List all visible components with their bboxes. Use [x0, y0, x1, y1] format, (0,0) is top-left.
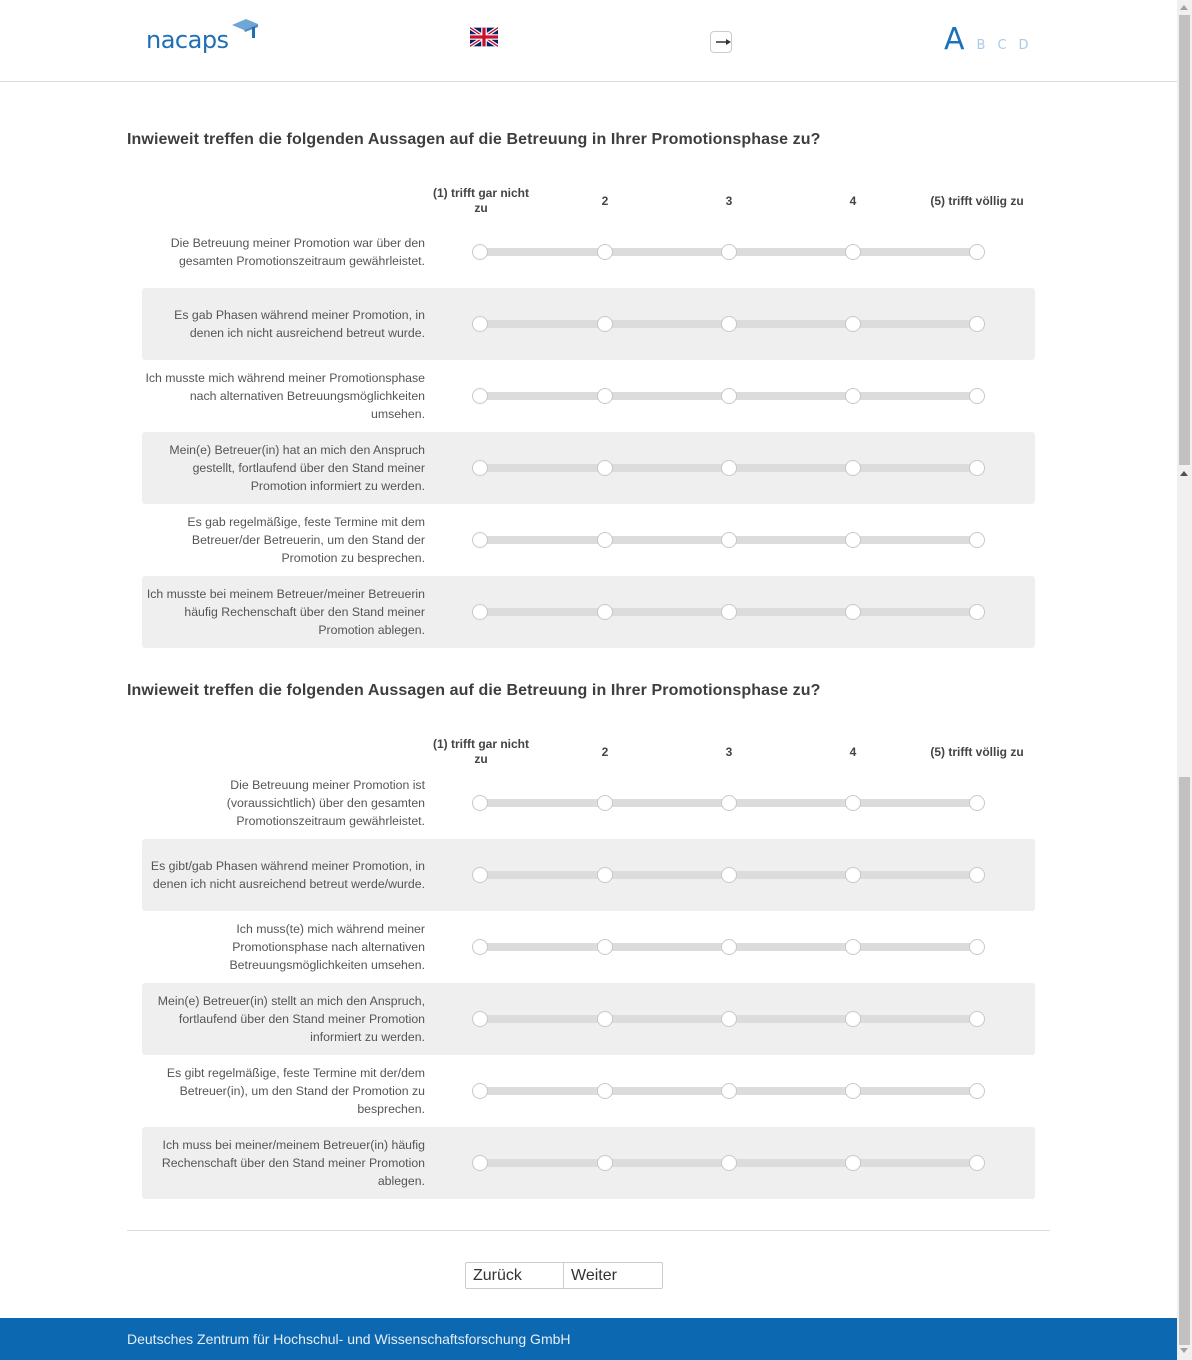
radio-option-1[interactable]: [472, 532, 488, 548]
radio-option-3[interactable]: [721, 939, 737, 955]
radio-option-2[interactable]: [597, 316, 613, 332]
radio-option-5[interactable]: [969, 795, 985, 811]
radio-option-1[interactable]: [472, 244, 488, 260]
matrix-row: [142, 216, 1035, 288]
graduation-cap-icon: [230, 18, 260, 40]
radio-option-5[interactable]: [969, 388, 985, 404]
scale-label-3: 3: [725, 194, 733, 208]
scale-label-5: (5) trifft völlig zu: [930, 745, 1024, 759]
matrix-row: [142, 1055, 1035, 1127]
uk-flag-icon[interactable]: [470, 27, 498, 47]
radio-option-4[interactable]: [845, 867, 861, 883]
footer: [0, 1318, 1177, 1360]
scroll-down-arrow-icon[interactable]: [1180, 1348, 1188, 1353]
statement-text: Es gab Phasen während meiner Promotion, in denen ich nicht ausreichend betreut wurde.: [174, 308, 425, 340]
statement-text: Ich muss bei meiner/meinem Betreuer(in) häufig Rechenschaft über den Stand meiner Promotion ablegen.: [161, 1138, 425, 1188]
statement-text: Ich muss(te) mich während meiner Promotionsphase nach alternativen Betreuungsmöglichkeiten umsehen.: [229, 922, 425, 972]
radio-option-4[interactable]: [845, 460, 861, 476]
radio-option-4[interactable]: [845, 316, 861, 332]
matrix-row: [142, 767, 1035, 839]
scale-label-5: (5) trifft völlig zu: [930, 194, 1024, 208]
statement-text: Es gibt/gab Phasen während meiner Promotion, in denen ich nicht ausreichend betreut werde/wurde.: [150, 859, 425, 891]
matrix-row: [142, 911, 1035, 983]
footer-text: Deutsches Zentrum für Hochschul- und Wissenschaftsforschung GmbH: [127, 1331, 571, 1347]
radio-option-2[interactable]: [597, 604, 613, 620]
matrix-row: [142, 576, 1035, 648]
question-title-1: Inwieweit treffen die folgenden Aussagen auf die Betreuung in Ihrer Promotionsphase zu?: [127, 131, 821, 148]
radio-option-4[interactable]: [845, 244, 861, 260]
radio-option-3[interactable]: [721, 1155, 737, 1171]
matrix-rows: [142, 767, 1035, 1199]
font-size-d[interactable]: D: [1018, 38, 1029, 53]
font-size-b[interactable]: B: [976, 38, 986, 53]
radio-option-3[interactable]: [721, 604, 737, 620]
scrollbar-thumb[interactable]: [1179, 777, 1190, 1345]
radio-option-3[interactable]: [721, 867, 737, 883]
statement-text: Die Betreuung meiner Promotion war über den gesamten Promotionszeitraum gewährleistet.: [170, 236, 425, 268]
statement-text: Mein(e) Betreuer(in) stellt an mich den Anspruch, fortlaufend über den Stand meiner Promotion informiert zu werden.: [157, 994, 425, 1044]
radio-option-4[interactable]: [845, 1155, 861, 1171]
radio-option-3[interactable]: [721, 1011, 737, 1027]
statement-text: Es gab regelmäßige, feste Termine mit dem Betreuer/der Betreuerin, um den Stand der Promotion zu besprechen.: [187, 515, 425, 565]
scale-label-1: (1) trifft gar nicht zu: [433, 737, 529, 766]
exit-button[interactable]: [710, 31, 732, 53]
radio-option-4[interactable]: [845, 939, 861, 955]
nacaps-logo: [146, 18, 261, 58]
matrix-row: [142, 504, 1035, 576]
radio-option-4[interactable]: [845, 604, 861, 620]
divider: [127, 1230, 1050, 1231]
scale-label-2: 2: [601, 745, 609, 759]
radio-option-4[interactable]: [845, 795, 861, 811]
radio-option-3[interactable]: [721, 244, 737, 260]
statement-text: Die Betreuung meiner Promotion ist (voraussichtlich) über den gesamten Promotionszeitraum gewährleistet.: [226, 778, 425, 828]
radio-option-2[interactable]: [597, 1011, 613, 1027]
scroll-up-arrow-icon[interactable]: [1180, 5, 1188, 10]
radio-option-2[interactable]: [597, 532, 613, 548]
radio-option-1[interactable]: [472, 604, 488, 620]
statement-text: Ich musste mich während meiner Promotionsphase nach alternativen Betreuungsmöglichkeiten umsehen.: [145, 371, 425, 421]
matrix-row: [142, 360, 1035, 432]
next-button[interactable]: Weiter: [564, 1262, 663, 1289]
radio-option-3[interactable]: [721, 316, 737, 332]
radio-option-1[interactable]: [472, 1083, 488, 1099]
radio-option-2[interactable]: [597, 1155, 613, 1171]
scale-label-4: 4: [849, 194, 857, 208]
radio-option-3[interactable]: [721, 1083, 737, 1099]
radio-option-1[interactable]: [472, 388, 488, 404]
matrix-row: [142, 432, 1035, 504]
statement-text: Es gibt regelmäßige, feste Termine mit der/dem Betreuer(in), um den Stand der Promotion zu besprechen.: [166, 1066, 425, 1116]
radio-option-1[interactable]: [472, 460, 488, 476]
radio-option-1[interactable]: [472, 939, 488, 955]
scroll-up-arrow-icon[interactable]: [1180, 471, 1188, 476]
radio-option-5[interactable]: [969, 316, 985, 332]
exit-arrow-icon: [715, 37, 731, 47]
matrix-row: [142, 288, 1035, 360]
radio-option-1[interactable]: [472, 795, 488, 811]
font-size-c[interactable]: C: [997, 38, 1007, 53]
radio-option-5[interactable]: [969, 1155, 985, 1171]
radio-option-5[interactable]: [969, 1011, 985, 1027]
font-size-a[interactable]: A: [944, 22, 965, 57]
radio-option-4[interactable]: [845, 388, 861, 404]
radio-option-5[interactable]: [969, 604, 985, 620]
back-button[interactable]: Zurück: [465, 1262, 564, 1289]
scrollbar[interactable]: [1177, 0, 1192, 1360]
header: [0, 0, 1177, 82]
radio-option-2[interactable]: [597, 867, 613, 883]
matrix-row: [142, 1127, 1035, 1199]
radio-option-4[interactable]: [845, 1011, 861, 1027]
radio-option-1[interactable]: [472, 867, 488, 883]
scale-label-1: (1) trifft gar nicht zu: [433, 186, 529, 215]
radio-option-5[interactable]: [969, 532, 985, 548]
scrollbar-thumb-outer[interactable]: [1179, 15, 1190, 465]
radio-option-3[interactable]: [721, 795, 737, 811]
statement-text: Mein(e) Betreuer(in) hat an mich den Anspruch gestellt, fortlaufend über den Stand meiner Promotion informiert zu werden.: [169, 443, 425, 493]
radio-option-5[interactable]: [969, 939, 985, 955]
radio-option-2[interactable]: [597, 388, 613, 404]
matrix-rows: [142, 216, 1035, 648]
radio-option-1[interactable]: [472, 316, 488, 332]
radio-option-2[interactable]: [597, 1083, 613, 1099]
radio-option-3[interactable]: [721, 460, 737, 476]
question-matrix-2: [142, 737, 1035, 1199]
radio-option-4[interactable]: [845, 532, 861, 548]
question-title-2: Inwieweit treffen die folgenden Aussagen auf die Betreuung in Ihrer Promotionsphase zu?: [127, 682, 821, 699]
matrix-row: [142, 983, 1035, 1055]
radio-option-5[interactable]: [969, 244, 985, 260]
scale-label-2: 2: [601, 194, 609, 208]
logo-text: nacaps: [146, 26, 229, 54]
radio-option-5[interactable]: [969, 460, 985, 476]
scale-label-3: 3: [725, 745, 733, 759]
statement-text: Ich musste bei meinem Betreuer/meiner Betreuerin häufig Rechenschaft über den Stand meiner Promotion ablegen.: [146, 587, 425, 637]
radio-option-1[interactable]: [472, 1155, 488, 1171]
radio-option-3[interactable]: [721, 532, 737, 548]
font-size-selector: [944, 22, 1029, 57]
radio-option-2[interactable]: [597, 244, 613, 260]
navigation-buttons: [465, 1262, 663, 1289]
radio-option-4[interactable]: [845, 1083, 861, 1099]
radio-option-5[interactable]: [969, 867, 985, 883]
radio-option-2[interactable]: [597, 795, 613, 811]
scale-label-4: 4: [849, 745, 857, 759]
radio-option-2[interactable]: [597, 460, 613, 476]
radio-option-5[interactable]: [969, 1083, 985, 1099]
matrix-row: [142, 839, 1035, 911]
question-matrix-1: [142, 186, 1035, 648]
radio-option-1[interactable]: [472, 1011, 488, 1027]
radio-option-3[interactable]: [721, 388, 737, 404]
radio-option-2[interactable]: [597, 939, 613, 955]
